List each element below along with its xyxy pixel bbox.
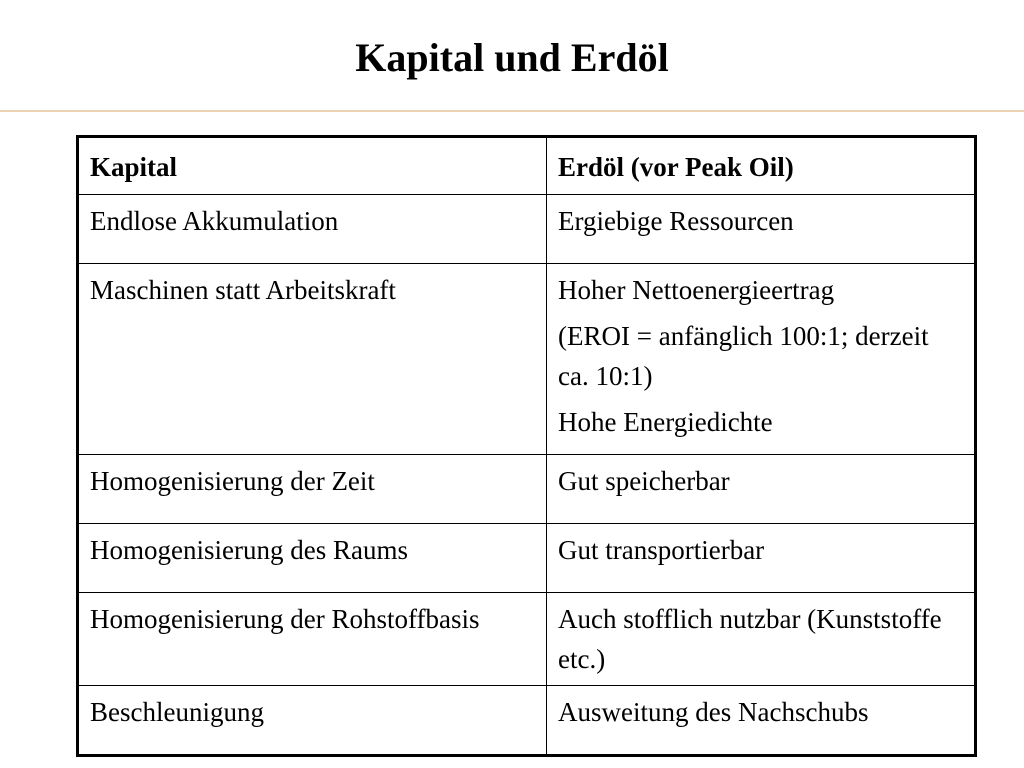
slide-title: Kapital und Erdöl [355, 35, 669, 80]
cell-kapital [78, 524, 547, 593]
cell-text: Gut speicherbar [558, 466, 730, 496]
cell-text: Hohe Energiedichte [558, 407, 773, 437]
table-row [78, 455, 976, 524]
table-row [78, 264, 976, 455]
cell-erdoel [547, 686, 976, 756]
cell-text: Auch stofflich nutzbar (Kunststoffe etc.) [558, 604, 942, 674]
cell-erdoel [547, 455, 976, 524]
table-row [78, 195, 976, 264]
title-divider [0, 110, 1024, 112]
table-row [78, 524, 976, 593]
cell-erdoel [547, 524, 976, 593]
cell-text: Homogenisierung der Zeit [90, 466, 375, 496]
cell-kapital [78, 195, 547, 264]
cell-kapital [78, 455, 547, 524]
cell-text: Ergiebige Ressourcen [558, 206, 794, 236]
cell-text: Homogenisierung der Rohstoffbasis [90, 604, 480, 634]
cell-text: Gut transportierbar [558, 535, 765, 565]
cell-text: Homogenisierung des Raums [90, 535, 408, 565]
cell-erdoel [547, 195, 976, 264]
cell-text: Maschinen statt Arbeitskraft [90, 275, 396, 305]
cell-text: Ausweitung des Nachschubs [558, 697, 869, 727]
cell-text: Endlose Akkumulation [90, 206, 339, 236]
cell-kapital [78, 264, 547, 455]
cell-text: Beschleunigung [90, 697, 264, 727]
header-erdoel: Erdöl (vor Peak Oil) [547, 137, 976, 195]
cell-text: (EROI = anfänglich 100:1; derzeit ca. 10:1) [558, 321, 929, 391]
table-header-row [78, 137, 976, 195]
cell-kapital [78, 593, 547, 686]
comparison-table [76, 135, 977, 757]
table-row [78, 593, 976, 686]
header-kapital: Kapital [78, 137, 547, 195]
cell-kapital [78, 686, 547, 756]
cell-erdoel [547, 593, 976, 686]
cell-erdoel [547, 264, 976, 455]
table-row [78, 686, 976, 756]
cell-text: Hoher Nettoenergieertrag [558, 275, 835, 305]
